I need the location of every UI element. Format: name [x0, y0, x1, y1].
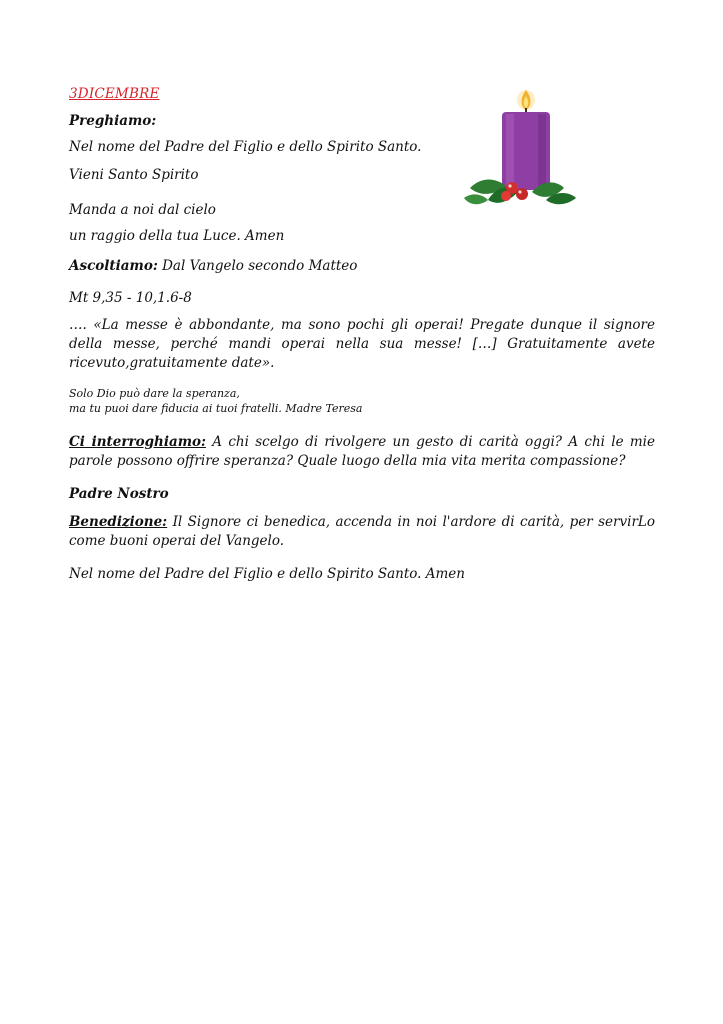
preghiamo-label: Preghiamo: — [69, 113, 157, 129]
ascoltiamo-text: Dal Vangelo secondo Matteo — [157, 258, 358, 274]
padre-nostro: Padre Nostro — [69, 486, 169, 502]
ci-interroghiamo-label: Ci interroghiamo: — [69, 434, 206, 450]
ci-interroghiamo-text: A chi scelgo di rivolgere un gesto di carità oggi? A chi le mie parole possono offrire speranza? Quale luogo della mia vita merita compassione? — [69, 434, 655, 469]
advent-candle-svg — [462, 88, 582, 208]
benedizione-text: Il Signore ci benedica, accenda in noi l'ardore di carità, per servirLo come buoni operai del Vangelo. — [69, 514, 655, 549]
prayer-line-3: Manda a noi dal cielo — [69, 202, 216, 218]
advent-candle-icon — [462, 88, 582, 208]
ascoltiamo-label: Ascoltiamo: — [69, 258, 158, 274]
prayer-line-4: un raggio della tua Luce. Amen — [69, 228, 285, 244]
ci-interroghiamo-paragraph — [69, 433, 655, 471]
quote-line-2: ma tu puoi dare fiducia ai tuoi fratelli. Madre Teresa — [69, 402, 363, 415]
benedizione-paragraph — [69, 513, 655, 551]
prayer-line-1: Nel nome del Padre del Figlio e dello Spirito Santo. — [69, 139, 422, 155]
gospel-passage: …. «La messe è abbondante, ma sono pochi gli operai! Pregate dunque il signore della messe, perché mandi operai nella sua messe! […] Gratuitamente avete ricevuto,gratuitamente date». — [69, 317, 655, 371]
ascoltiamo-line — [69, 258, 357, 275]
quote-line-1: Solo Dio può dare la speranza, — [69, 387, 240, 400]
closing-line: Nel nome del Padre del Figlio e dello Spirito Santo. Amen — [69, 566, 465, 582]
benedizione-label: Benedizione: — [69, 514, 168, 530]
prayer-line-2: Vieni Santo Spirito — [69, 167, 199, 183]
gospel-reference: Mt 9,35 - 10,1.6-8 — [69, 290, 192, 306]
date-heading: 3DICEMBRE — [69, 86, 160, 102]
